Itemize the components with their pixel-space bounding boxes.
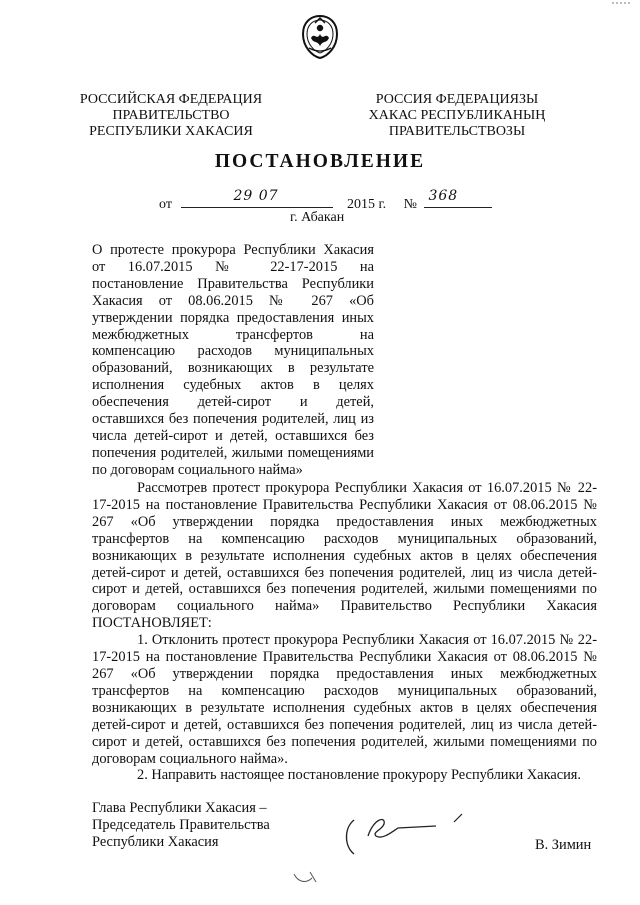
number-blank: [424, 188, 492, 208]
header-left-line-1: РОССИЙСКАЯ ФЕДЕРАЦИЯ: [79, 92, 263, 107]
handwritten-number: 368: [428, 188, 459, 204]
document-subject: О протесте прокурора Республики Хакасия от 16.07.2015 № 22-17-2015 на постановление Правительства Республики Хакасия от 08.06.2015 № 267 «Об утверждении порядка предоставления иных межбюджетных трансфертов на компенсацию расходов муниципальных образований, возникающих в результате исполнения судебных актов в целях обеспечения детей-сирот и детей, оставшихся без попечения родителей, лиц из числа детей-сирот и детей, оставшихся без попечения родителей, жилыми помещениями по договорам социального найма»: [92, 242, 374, 478]
signatory-position: [92, 800, 292, 851]
body-intro: Рассмотрев протест прокурора Республики Хакасия от 16.07.2015 № 22-17-2015 на постановление Правительства Республики Хакасия от 08.06.2015 № 267 «Об утверждении порядка предоставления иных межбюджетных трансфертов на компенсацию расходов муниципальных образований, возникающих в результате исполнения судебных актов в целях обеспечения детей-сирот и детей, оставшихся без попечения родителей, лиц из числа детей-сирот и детей, оставшихся без попечения родителей, жилыми помещениями по договорам социального найма» Правительство Республики Хакасия ПОСТАНОВЛЯЕТ:: [92, 480, 597, 632]
header-right-line-2: ХАКАС РЕСПУБЛИКАНЫҢ: [368, 108, 546, 123]
date-blank: [181, 188, 333, 208]
handwritten-date: 29 07: [233, 188, 279, 204]
bottom-scribble: [290, 868, 320, 888]
date-prefix: от: [159, 197, 172, 212]
city: г. Абакан: [290, 210, 345, 225]
handwritten-signature: [340, 810, 480, 860]
header-left-line-2: ПРАВИТЕЛЬСТВО: [112, 108, 230, 123]
body-item-1: 1. Отклонить протест прокурора Республики Хакасия от 16.07.2015 № 22-17-2015 на постановление Правительства Республики Хакасия от 08.06.2015 № 267 «Об утверждении порядка предоставления иных межбюджетных трансфертов на компенсацию расходов муниципальных образований, возникающих в результате исполнения судебных актов в целях обеспечения детей-сирот и детей, оставшихся без попечения родителей, лиц из числа детей-сирот и детей, оставшихся без попечения родителей, жилыми помещениями по договорам социального найма».: [92, 632, 597, 767]
header-left: [61, 92, 281, 140]
signatory-position-line-2: Председатель Правительства: [92, 816, 270, 833]
date-year: 2015 г.: [346, 197, 387, 212]
signatory-name: В. Зимин: [535, 837, 592, 853]
header-right-line-3: ПРАВИТЕЛЬСТВОЗЫ: [388, 124, 526, 139]
document-body: [92, 480, 597, 784]
coat-of-arms-emblem: [299, 14, 341, 60]
body-item-2: 2. Направить настоящее постановление прокурору Республики Хакасия.: [137, 767, 582, 784]
header-right: [347, 92, 567, 140]
signatory-position-line-3: Республики Хакасия: [92, 833, 219, 850]
corner-mark: [610, 0, 632, 6]
number-sign: №: [403, 197, 417, 212]
header-left-line-3: РЕСПУБЛИКИ ХАКАСИЯ: [89, 124, 253, 139]
signatory-position-line-1: Глава Республики Хакасия –: [92, 800, 267, 816]
header-right-line-1: РОССИЯ ФЕДЕРАЦИЯЗЫ: [375, 92, 539, 107]
document-title: ПОСТАНОВЛЕНИЕ: [214, 151, 426, 172]
